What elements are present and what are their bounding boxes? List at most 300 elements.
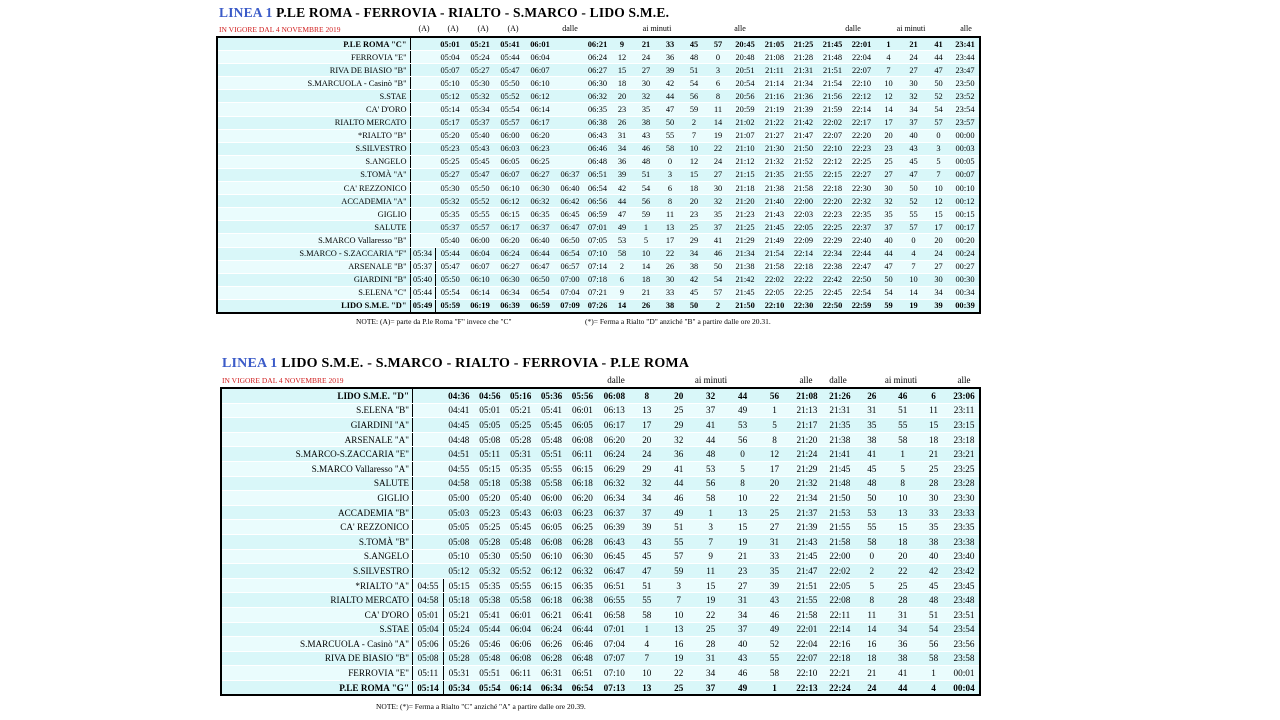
time-cell [410,234,435,247]
time-cell: 06:13 [598,403,631,418]
time-cell: 39 [631,520,663,535]
time-cell: 46 [887,388,918,403]
time-cell: 06:11 [505,666,536,681]
time-cell: 22:07 [790,651,823,666]
time-cell: 30 [901,77,926,90]
stop-name: RIALTO MERCATO [221,593,413,608]
table-row [221,534,980,549]
stop-name: S.SILVESTRO [221,564,413,579]
time-cell: 23:40 [949,549,980,564]
time-cell: 06:27 [495,260,525,273]
table-row [217,208,980,221]
time-cell: 38 [634,116,658,129]
time-cell: 05:23 [435,142,465,155]
time-cell: 00:39 [951,299,980,313]
table1-line-label: LINEA 1 [219,5,273,20]
time-cell: 05:54 [474,680,505,695]
time-cell: 23 [682,208,706,221]
time-cell: 05:52 [465,195,495,208]
stop-name: CA' D'ORO [217,103,410,116]
time-cell: 2 [610,260,634,273]
time-cell: 22:22 [789,273,818,286]
time-cell: 50 [658,116,682,129]
time-cell: 05:47 [495,64,525,77]
time-cell: 23:52 [951,90,980,103]
stop-name: SALUTE [221,476,413,491]
time-cell: 12 [682,155,706,168]
table1-header-a4: (A) [507,24,519,33]
time-cell: 50 [926,77,951,90]
time-cell: 0 [658,155,682,168]
stop-name: S.STAE [221,622,413,637]
time-cell: 12 [610,51,634,64]
stop-name: *RIALTO "A" [221,578,413,593]
table2-timetable [220,387,981,696]
time-cell: 21:40 [760,195,789,208]
time-cell: 22:02 [823,564,856,579]
time-cell: 7 [876,64,901,77]
time-cell: 44 [663,476,695,491]
time-cell: 05:49 [410,299,435,313]
time-cell: 58 [695,491,727,506]
table-row [217,116,980,129]
time-cell: 20 [887,549,918,564]
time-cell: 17 [631,418,663,433]
time-cell: 05:27 [435,168,465,181]
time-cell: 06:20 [495,234,525,247]
stop-name: S.ELENA "C" [217,286,410,299]
time-cell: 06:32 [525,195,555,208]
time-cell: 06:40 [555,182,585,195]
table-row [217,37,980,51]
time-cell: 07:10 [585,247,610,260]
time-cell: 44 [658,90,682,103]
time-cell: 39 [926,299,951,313]
time-cell: 22:47 [847,260,876,273]
time-cell: 31 [695,651,727,666]
time-cell: 44 [926,51,951,64]
time-cell: 06:03 [536,505,567,520]
table-row [221,637,980,652]
time-cell: 05:18 [443,593,474,608]
time-cell: 06:00 [495,129,525,142]
table-row [217,103,980,116]
table-row [217,155,980,168]
time-cell: 17 [658,234,682,247]
stop-name: LIDO S.M.E. "D" [217,299,410,313]
time-cell: 24 [706,155,730,168]
time-cell: 05:57 [465,221,495,234]
time-cell: 22:17 [847,116,876,129]
time-cell: 00:05 [951,155,980,168]
time-cell: 22:12 [847,90,876,103]
time-cell: 06:01 [525,37,555,51]
time-cell: 14 [856,622,887,637]
time-cell: 44 [727,388,759,403]
time-cell: 2 [856,564,887,579]
time-cell: 45 [631,549,663,564]
time-cell: 05:24 [465,51,495,64]
time-cell: 21:12 [730,155,760,168]
time-cell: 59 [663,564,695,579]
time-cell [410,77,435,90]
time-cell: 51 [682,64,706,77]
stop-name: SALUTE [217,221,410,234]
time-cell: 21:51 [790,578,823,593]
time-cell: 10 [887,491,918,506]
time-cell: 05:50 [505,549,536,564]
time-cell: 21:37 [790,505,823,520]
time-cell: 24 [856,680,887,695]
time-cell: 2 [682,116,706,129]
time-cell: 32 [634,90,658,103]
time-cell: 3 [663,578,695,593]
time-cell: 04:36 [443,388,474,403]
time-cell: 22:14 [789,247,818,260]
time-cell: 26 [634,299,658,313]
time-cell: 05:20 [435,129,465,142]
time-cell: 06:20 [525,129,555,142]
time-cell: 53 [610,234,634,247]
stop-name: ARSENALE "B" [217,260,410,273]
time-cell: 05:35 [435,208,465,221]
time-cell: 18 [918,432,949,447]
time-cell: 12 [876,90,901,103]
time-cell: 23:06 [949,388,980,403]
time-cell: 13 [727,505,759,520]
time-cell: 05:54 [495,103,525,116]
stop-name: ACCADEMIA "B" [221,505,413,520]
time-cell: 21:52 [789,155,818,168]
stop-name: S.MARCO Vallaresso "A" [221,461,413,476]
time-cell: 22:08 [823,593,856,608]
time-cell: 21:32 [760,155,789,168]
time-cell: 05:31 [505,447,536,462]
time-cell: 1 [634,221,658,234]
time-cell [413,491,444,506]
time-cell: 05:55 [505,578,536,593]
time-cell: 21:25 [730,221,760,234]
time-cell: 21:38 [730,260,760,273]
time-cell: 06:46 [567,637,598,652]
time-cell: 33 [658,286,682,299]
time-cell: 21:25 [789,37,818,51]
time-cell: 32 [901,90,926,103]
time-cell: 47 [926,64,951,77]
time-cell: 23:42 [949,564,980,579]
time-cell: 46 [727,666,759,681]
time-cell: 21:19 [760,103,789,116]
time-cell: 05:40 [465,129,495,142]
time-cell: 06:39 [598,520,631,535]
time-cell: 22:24 [823,680,856,695]
time-cell: 16 [663,637,695,652]
time-cell: 06:43 [585,129,610,142]
time-cell: 06:51 [567,666,598,681]
time-cell: 06:41 [567,607,598,622]
time-cell: 04:51 [443,447,474,462]
time-cell: 35 [918,520,949,535]
time-cell: 33 [759,549,791,564]
time-cell [410,155,435,168]
table2-line-label: LINEA 1 [222,356,278,371]
time-cell: 05:32 [435,195,465,208]
time-cell: 57 [901,221,926,234]
time-cell: 22:10 [847,77,876,90]
time-cell: 31 [610,129,634,142]
stop-name: RIVA DE BIASIO "B" [217,64,410,77]
time-cell: 14 [876,103,901,116]
time-cell: 06:24 [495,247,525,260]
time-cell: 22:23 [847,142,876,155]
stop-name: FERROVIA "E" [221,666,413,681]
time-cell: 56 [634,195,658,208]
time-cell: 37 [695,680,727,695]
time-cell: 35 [706,208,730,221]
time-cell: 51 [663,520,695,535]
table-row [221,418,980,433]
time-cell: 21:16 [760,90,789,103]
time-cell: 21:17 [790,418,823,433]
time-cell: 31 [887,607,918,622]
time-cell: 57 [706,37,730,51]
time-cell: 21:49 [760,234,789,247]
time-cell [413,505,444,520]
time-cell: 05:05 [474,418,505,433]
time-cell: 07:14 [585,260,610,273]
time-cell: 48 [634,155,658,168]
time-cell: 23 [727,564,759,579]
time-cell: 06:04 [525,51,555,64]
time-cell: 23:15 [949,418,980,433]
time-cell: 49 [663,505,695,520]
time-cell: 58 [918,651,949,666]
time-cell: 32 [695,388,727,403]
time-cell: 34 [631,491,663,506]
time-cell: 21:27 [760,129,789,142]
time-cell: 27 [901,64,926,77]
time-cell: 55 [631,593,663,608]
time-cell: 06:05 [567,418,598,433]
time-cell: 21:54 [760,247,789,260]
table-row [221,622,980,637]
time-cell: 05:08 [474,432,505,447]
table-row [217,195,980,208]
table1-header-alle-2: alle [960,24,972,33]
time-cell: 05:45 [465,155,495,168]
time-cell: 17 [926,221,951,234]
time-cell: 21:29 [730,234,760,247]
table-row [217,260,980,273]
time-cell: 05:30 [474,549,505,564]
time-cell: 36 [658,51,682,64]
time-cell: 37 [876,221,901,234]
time-cell [410,64,435,77]
time-cell: 06:34 [598,491,631,506]
time-cell: 10 [634,247,658,260]
time-cell: 49 [727,680,759,695]
time-cell: 06:54 [525,286,555,299]
time-cell: 05:14 [435,103,465,116]
time-cell: 21:59 [818,103,847,116]
time-cell: 05:23 [474,505,505,520]
time-cell [413,432,444,447]
table2-header-ai-minuti-2: ai minuti [884,375,918,385]
table2-header-alle-2: alle [957,375,971,385]
time-cell: 05:40 [505,491,536,506]
time-cell: 06:38 [585,116,610,129]
time-cell: 21 [856,666,887,681]
time-cell: 00:15 [951,208,980,221]
time-cell: 34 [610,142,634,155]
time-cell: 06:08 [598,388,631,403]
time-cell: 21:22 [760,116,789,129]
time-cell: 11 [706,103,730,116]
time-cell: 21:54 [818,77,847,90]
time-cell: 06:06 [505,637,536,652]
time-cell: 05:50 [495,77,525,90]
time-cell: 11 [658,208,682,221]
time-cell: 05:17 [435,116,465,129]
stop-name: GIARDINI "B" [217,273,410,286]
time-cell: 06:26 [536,637,567,652]
time-cell: 21 [634,37,658,51]
table1-note-a: NOTE: (A)= parte da P.le Roma "F" invece che "C" [356,317,512,326]
time-cell: 22:25 [789,286,818,299]
time-cell: 8 [658,195,682,208]
time-cell: 5 [727,461,759,476]
time-cell: 40 [727,637,759,652]
time-cell: 06:08 [567,432,598,447]
time-cell: 05:14 [413,680,444,695]
time-cell: 24 [926,247,951,260]
time-cell: 06:24 [585,51,610,64]
time-cell: 22:14 [823,622,856,637]
time-cell: 21 [634,286,658,299]
time-cell: 22:20 [818,195,847,208]
time-cell: 07:18 [585,273,610,286]
time-cell: 15 [926,208,951,221]
time-cell: 05:37 [410,260,435,273]
time-cell: 06:07 [495,168,525,181]
time-cell [413,476,444,491]
time-cell: 21:42 [789,116,818,129]
time-cell: 00:03 [951,142,980,155]
time-cell: 06:12 [536,564,567,579]
time-cell: 05:01 [435,37,465,51]
time-cell: 18 [634,273,658,286]
time-cell: 05:06 [413,637,444,652]
time-cell: 36 [887,637,918,652]
time-cell: 28 [695,637,727,652]
table-row [221,388,980,403]
time-cell: 06:50 [525,273,555,286]
time-cell: 22 [658,247,682,260]
time-cell: 22:25 [818,221,847,234]
time-cell: 34 [727,607,759,622]
time-cell: 4 [901,247,926,260]
table1-header-a1: (A) [418,24,430,33]
time-cell: 23:54 [949,622,980,637]
time-cell: 05:27 [465,64,495,77]
time-cell: 14 [901,286,926,299]
time-cell: 04:58 [413,593,444,608]
time-cell: 05:55 [536,461,567,476]
table-row [217,168,980,181]
time-cell: 05:41 [495,37,525,51]
time-cell: 35 [856,418,887,433]
time-cell: 34 [887,622,918,637]
time-cell: 21:43 [790,534,823,549]
time-cell: 21 [727,549,759,564]
time-cell: 37 [727,622,759,637]
time-cell: 4 [876,51,901,64]
time-cell: 21:11 [760,64,789,77]
time-cell: 22 [706,142,730,155]
time-cell: 21:58 [823,534,856,549]
time-cell: 11 [695,564,727,579]
time-cell: 06:59 [525,299,555,313]
time-cell: 44 [876,247,901,260]
time-cell: 0 [727,447,759,462]
time-cell: 22:45 [818,286,847,299]
time-cell: 50 [856,491,887,506]
time-cell: 0 [706,51,730,64]
time-cell: 05:30 [435,182,465,195]
time-cell: 21:20 [730,195,760,208]
time-cell: 15 [918,418,949,433]
table-row [217,51,980,64]
time-cell: 22:10 [818,142,847,155]
time-cell [555,37,585,51]
time-cell: 37 [706,221,730,234]
time-cell: 37 [695,403,727,418]
time-cell: 06:32 [567,564,598,579]
time-cell: 48 [682,51,706,64]
time-cell: 54 [682,77,706,90]
time-cell: 53 [695,461,727,476]
time-cell: 14 [706,116,730,129]
table-row [221,403,980,418]
time-cell: 06:21 [536,607,567,622]
time-cell: 06:18 [536,593,567,608]
time-cell: 32 [631,476,663,491]
time-cell: 23:47 [951,64,980,77]
time-cell: 22:05 [760,286,789,299]
time-cell: 22:12 [818,155,847,168]
time-cell: 06:28 [536,651,567,666]
time-cell: 05:08 [443,534,474,549]
time-cell: 23:54 [951,103,980,116]
time-cell: 06:45 [598,549,631,564]
time-cell: 04:55 [413,578,444,593]
time-cell: 06:30 [585,77,610,90]
table-row [221,666,980,681]
table1-header-ai-minuti-2: ai minuti [896,24,926,33]
time-cell: 05:51 [474,666,505,681]
time-cell: 19 [706,129,730,142]
time-cell: 22:15 [818,168,847,181]
stop-name: RIVA DE BIASIO "B" [221,651,413,666]
time-cell: 05:28 [474,534,505,549]
time-cell: 29 [682,234,706,247]
time-cell: 21:24 [790,447,823,462]
time-cell: 06:18 [567,476,598,491]
time-cell: 05:43 [505,505,536,520]
time-cell: 45 [918,578,949,593]
time-cell [555,129,585,142]
time-cell: 20 [759,476,791,491]
